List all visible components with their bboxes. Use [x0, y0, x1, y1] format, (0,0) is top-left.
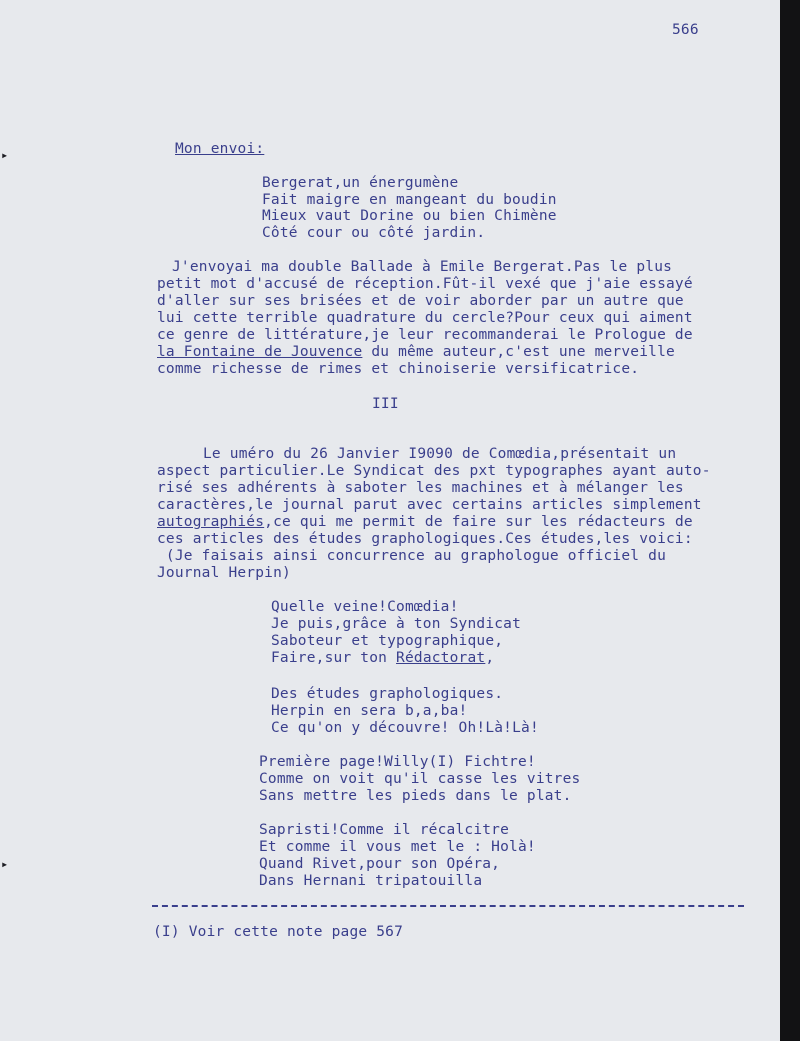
text-line: aspect particulier.Le Syndicat des pxt typographes ayant auto- [157, 463, 711, 479]
text-fragment: Faire,sur ton [271, 650, 397, 666]
text-line: Journal Herpin) [157, 565, 291, 581]
verse-line: Herpin en sera b,a,ba! [271, 703, 468, 719]
text-line: (Je faisais ainsi concurrence au graphologue officiel du [157, 548, 666, 564]
section-heading [175, 141, 264, 159]
underlined-word: autographiés [157, 514, 265, 530]
verse-line: Sapristi!Comme il récalcitre [259, 822, 510, 838]
text-line: comme richesse de rimes et chinoiserie versificatrice. [157, 361, 640, 377]
scan-border [780, 0, 800, 1041]
verse-line: Côté cour ou côté jardin. [262, 225, 486, 241]
verse-line: Bergerat,un énergumène [262, 175, 459, 191]
text-line: caractères,le journal parut avec certains articles simplement [157, 497, 702, 513]
text-line: Le uméro du 26 Janvier I9090 de Comœdia,présentait un [203, 446, 677, 462]
text-line: risé ses adhérents à saboter les machines et à mélanger les [157, 480, 684, 496]
text-line [157, 514, 693, 532]
ink-mark: ▸ [1, 857, 9, 871]
verse-line: Des études graphologiques. [271, 686, 504, 702]
ink-mark: ▸ [1, 148, 9, 162]
verse-line: Dans Hernani tripatouilla [259, 873, 483, 889]
verse-line: Première page!Willy(I) Fichtre! [259, 754, 536, 770]
footnote-divider [152, 905, 744, 907]
text-line: ces articles des études graphologiques.Ces études,les voici: [157, 531, 693, 547]
text-line: d'aller sur ses brisées et de voir aborder par un autre que [157, 293, 684, 309]
verse-line: Je puis,grâce à ton Syndicat [271, 616, 522, 632]
verse-line: Fait maigre en mangeant du boudin [262, 192, 557, 208]
text-fragment: , [485, 650, 495, 666]
text-fragment: du même auteur,c'est une merveille [362, 344, 675, 360]
footnote: (I) Voir cette note page 567 [153, 924, 404, 940]
text-line: petit mot d'accusé de réception.Fût-il vexé que j'aie essayé [157, 276, 693, 292]
verse-line: Quand Rivet,pour son Opéra, [259, 856, 501, 872]
verse-line: Quelle veine!Comœdia! [271, 599, 459, 615]
verse-line [271, 650, 494, 668]
text-line [157, 344, 675, 362]
text-fragment: ,ce qui me permit de faire sur les rédacteurs de [264, 514, 693, 530]
underlined-word: Rédactorat [396, 650, 486, 666]
text-line: ce genre de littérature,je leur recommanderai le Prologue de [157, 327, 693, 343]
text-line: J'envoyai ma double Ballade à Emile Bergerat.Pas le plus [172, 259, 673, 275]
verse-line: Saboteur et typographique, [271, 633, 504, 649]
verse-line: Comme on voit qu'il casse les vitres [259, 771, 581, 787]
verse-line: Et comme il vous met le : Holà! [259, 839, 536, 855]
verse-line: Ce qu'on y découvre! Oh!Là!Là! [271, 720, 539, 736]
section-number: III [372, 396, 399, 412]
underlined-title: la Fontaine de Jouvence [157, 344, 363, 360]
verse-line: Sans mettre les pieds dans le plat. [259, 788, 572, 804]
heading-text: Mon envoi: [175, 141, 265, 157]
verse-line: Mieux vaut Dorine ou bien Chimène [262, 208, 557, 224]
page-number: 566 [672, 22, 699, 38]
text-line: lui cette terrible quadrature du cercle?Pour ceux qui aiment [157, 310, 693, 326]
